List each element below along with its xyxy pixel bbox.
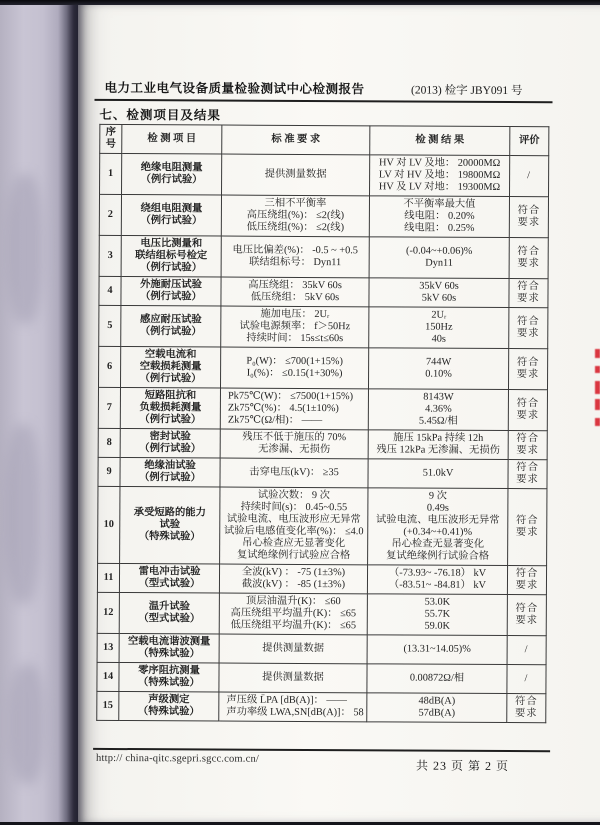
cell-standard: 三相不平衡率 高压绕组(%)： ≤2(线) 低压绕组(%)： ≤2(线) bbox=[221, 195, 369, 237]
cell-evaluation: 符合 要求 bbox=[508, 431, 547, 460]
red-stamp-fragment bbox=[595, 399, 600, 410]
cell-result: 48dB(A) 57dB(A) bbox=[367, 693, 507, 723]
cell-test-item: 绕组电阻测量 （例行试验） bbox=[121, 195, 221, 237]
table-header-row bbox=[100, 124, 549, 155]
cell-no: 14 bbox=[97, 662, 119, 691]
cell-no: 13 bbox=[97, 633, 119, 662]
cell-no: 7 bbox=[98, 387, 120, 428]
cell-evaluation: 符合 要求 bbox=[507, 595, 546, 636]
cell-evaluation: 符合 要求 bbox=[507, 566, 546, 595]
cell-no: 12 bbox=[97, 592, 119, 633]
cell-test-item: 绝缘油试验 （例行试验） bbox=[120, 458, 220, 488]
table-row bbox=[98, 346, 547, 389]
cell-no: 3 bbox=[99, 235, 121, 276]
cell-no: 9 bbox=[98, 457, 120, 486]
table-row bbox=[99, 194, 548, 237]
cell-result: 2Uᵣ 150Hz 40s bbox=[369, 307, 509, 349]
cell-result: (-0.04~+0.06)% Dyn11 bbox=[369, 237, 509, 279]
cell-test-item: 空载电流谐波测量 （特殊试验） bbox=[119, 634, 219, 664]
cell-evaluation: 符合 要求 bbox=[508, 349, 547, 390]
table-row bbox=[98, 428, 547, 459]
table-row bbox=[100, 153, 549, 196]
cell-standard: 提供测量数据 bbox=[219, 634, 367, 664]
table-row bbox=[97, 691, 546, 722]
report-page bbox=[78, 5, 600, 822]
cell-standard: 全波(kV) ： -75 (1±3%) 截波(kV) ： -85 (1±3%) bbox=[219, 564, 367, 594]
section-title: 七、检测项目及结果 bbox=[99, 107, 221, 123]
cell-evaluation: 符合 要求 bbox=[508, 460, 547, 489]
cell-standard: 提供测量数据 bbox=[222, 154, 370, 196]
cell-no: 15 bbox=[97, 691, 119, 720]
cell-result: 51.0kV bbox=[368, 459, 508, 489]
cell-standard: 试验次数： 9 次 持续时间(s)： 0.45~0.55 试验电流、电压波形应无异常 试验后电感值变化率(%)： ≤4.0 吊心检查应无显著变化 复试绝缘例行试验应合格 bbox=[220, 487, 368, 565]
cell-standard: 施加电压： 2Uᵣ 试验电源频率： f＞50Hz 持续时间： 15s≤t≤60s bbox=[221, 306, 369, 348]
cell-no: 8 bbox=[98, 428, 120, 457]
cell-standard: 声压级 L̄PA [dB(A)]： —— 声功率级 LWA,SN[dB(A)]： 58 bbox=[219, 692, 367, 722]
cell-standard: P₀(W)： ≤700(1+15%) I₀(%)： ≤0.15(1+30%) bbox=[220, 347, 368, 389]
cell-result: 8143W 4.36% 5.45Ω/相 bbox=[368, 389, 508, 431]
table-row bbox=[97, 563, 546, 594]
cell-test-item: 电压比测量和 联结组标号检定 （例行试验） bbox=[121, 236, 221, 278]
cell-no: 2 bbox=[99, 194, 121, 235]
page-content bbox=[74, 5, 600, 825]
cell-no: 10 bbox=[98, 486, 120, 563]
cell-standard: 电压比偏差(%)： -0.5 ~ +0.5 联结组标号： Dyn11 bbox=[221, 236, 369, 278]
table-row bbox=[99, 235, 548, 278]
cell-result: 35kV 60s 5kV 60s bbox=[369, 278, 509, 308]
cell-evaluation: 符合 要求 bbox=[509, 197, 548, 238]
cell-test-item: 零序阻抗测量 （特殊试验） bbox=[119, 663, 219, 693]
table-row bbox=[97, 592, 546, 635]
cell-standard: 击穿电压(kV)： ≥35 bbox=[220, 458, 368, 488]
cell-test-item: 承受短路的能力 试验 （特殊试验） bbox=[120, 487, 220, 565]
header-result: 检 测 结 果 bbox=[370, 126, 510, 156]
cell-test-item: 感应耐压试验 （例行试验） bbox=[121, 306, 221, 348]
cell-test-item: 外施耐压试验 （例行试验） bbox=[121, 277, 221, 307]
results-table bbox=[96, 124, 549, 723]
footer-url: http:// china-qitc.sgepri.sgcc.com.cn/ bbox=[96, 752, 260, 765]
table-row bbox=[97, 633, 546, 664]
cell-test-item: 密封试验 （例行试验） bbox=[120, 429, 220, 459]
bleedthrough-smudge bbox=[6, 424, 40, 604]
table-row bbox=[98, 486, 547, 565]
scan-edge-top bbox=[0, 0, 600, 5]
header-item: 检 测 项 目 bbox=[122, 125, 222, 155]
bleedthrough-smudge bbox=[10, 664, 44, 784]
header-evaluation: 评价 bbox=[510, 127, 549, 156]
table-row bbox=[97, 662, 546, 693]
results-table-body bbox=[97, 153, 549, 722]
red-stamp-fragment bbox=[595, 381, 600, 394]
cell-evaluation: / bbox=[507, 665, 546, 694]
cell-result: 744W 0.10% bbox=[368, 348, 508, 390]
footer-page-count: 共 23 页 第 2 页 bbox=[415, 758, 510, 774]
table-row bbox=[98, 457, 547, 488]
cell-standard: 提供测量数据 bbox=[219, 663, 367, 693]
table-row bbox=[99, 305, 548, 348]
cell-evaluation: 符合 要求 bbox=[508, 390, 547, 431]
cell-test-item: 声级测定 （特殊试验） bbox=[119, 692, 219, 722]
cell-evaluation: / bbox=[510, 156, 549, 197]
cell-test-item: 绝缘电阻测量 （例行试验） bbox=[122, 154, 222, 196]
table-row bbox=[99, 276, 548, 307]
cell-evaluation: 符合 要求 bbox=[509, 308, 548, 349]
cell-result: （-73.93~ -76.18） kV （-83.51~ -84.81） kV bbox=[367, 565, 507, 595]
red-stamp-fragment bbox=[595, 418, 600, 426]
cell-result: (13.31~14.05)% bbox=[367, 635, 507, 665]
cell-test-item: 短路阻抗和 负载损耗测量 （例行试验） bbox=[120, 388, 220, 430]
cell-evaluation: 符合 要求 bbox=[507, 694, 546, 723]
red-stamp-fragment bbox=[595, 349, 600, 358]
cell-standard: 高压绕组： 35kV 60s 低压绕组： 5kV 60s bbox=[221, 277, 369, 307]
cell-no: 4 bbox=[99, 276, 121, 305]
cell-test-item: 雷电冲击试验 （型式试验） bbox=[119, 564, 219, 594]
footer-rule bbox=[93, 748, 550, 752]
cell-result: 不平衡率最大值 线电阻： 0.20% 线电阻： 0.25% bbox=[369, 196, 509, 238]
cell-no: 11 bbox=[97, 563, 119, 592]
cell-result: 53.0K 55.7K 59.0K bbox=[367, 594, 507, 636]
header-standard: 标 准 要 求 bbox=[222, 125, 370, 155]
cell-no: 5 bbox=[99, 305, 121, 346]
cell-no: 6 bbox=[98, 346, 120, 387]
cell-no: 1 bbox=[100, 153, 122, 194]
cell-result: 0.00872Ω/相 bbox=[367, 664, 507, 694]
cell-standard: 残压不低于施压的 70% 无渗漏、无损伤 bbox=[220, 429, 368, 459]
cell-evaluation: 符合 要求 bbox=[508, 489, 547, 566]
cell-result: HV 对 LV 及地： 20000MΩ LV 对 HV 及地： 19800MΩ HV 及 LV 对地： 19300MΩ bbox=[370, 155, 510, 197]
report-number: (2013) 检字 JBY091 号 bbox=[411, 84, 523, 98]
cell-standard: 顶层油温升(K)： ≤60 高压绕组平均温升(K)： ≤65 低压绕组平均温升(K)： ≤65 bbox=[219, 593, 367, 635]
red-stamp-fragment bbox=[595, 366, 600, 373]
cell-standard: Pk75℃(W)： ≤7500(1+15%) Zk75℃(%)： 4.5(1±10%) Zk75℃(Ω/相)： —— bbox=[220, 388, 368, 430]
cell-test-item: 温升试验 （型式试验） bbox=[119, 593, 219, 635]
document-header bbox=[94, 78, 552, 103]
bleedthrough-smudge bbox=[8, 174, 42, 324]
cell-result: 9 次 0.49s 试验电流、电压波形无异常 (+0.34~+0.41)% 吊心检查无显著变化 复试绝缘例行试验合格 bbox=[368, 488, 508, 566]
cell-evaluation: 符合 要求 bbox=[509, 238, 548, 279]
cell-evaluation: / bbox=[507, 636, 546, 665]
header-rule bbox=[94, 99, 552, 103]
cell-evaluation: 符合 要求 bbox=[509, 279, 548, 308]
table-row bbox=[98, 387, 547, 430]
cell-test-item: 空载电流和 空载损耗测量 （例行试验） bbox=[120, 347, 220, 389]
header-no: 序号 bbox=[100, 124, 122, 153]
report-title: 电力工业电气设备质量检验测试中心检测报告 bbox=[104, 80, 365, 97]
cell-result: 施压 15kPa 持续 12h 残压 12kPa 无渗漏、无损伤 bbox=[368, 430, 508, 460]
